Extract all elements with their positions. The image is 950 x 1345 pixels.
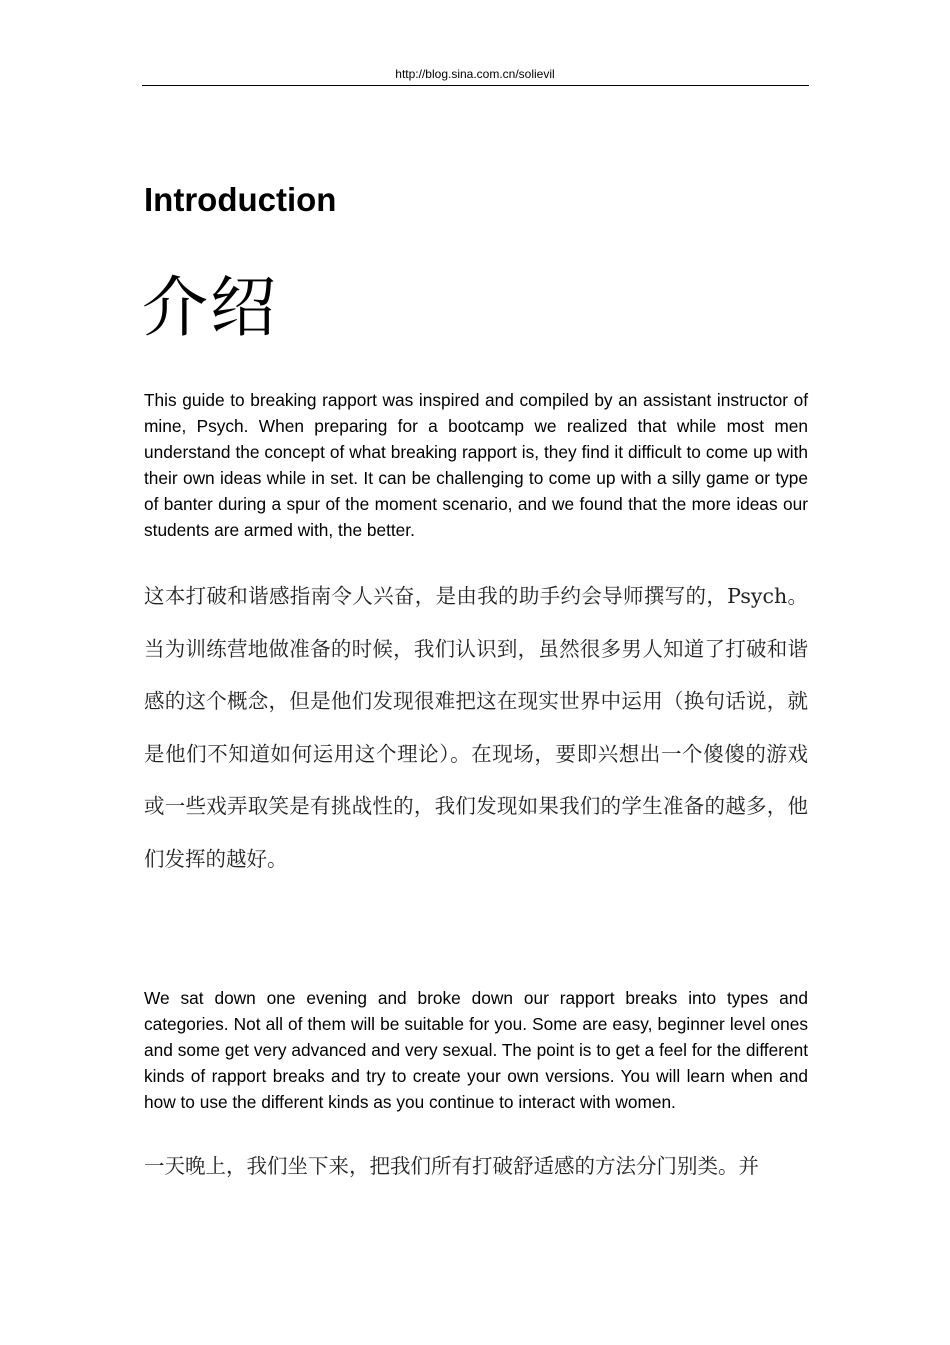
paragraph-chinese-2: 一天晚上，我们坐下来，把我们所有打破舒适感的方法分门别类。并 — [144, 1154, 759, 1178]
header-url: http://blog.sina.com.cn/solievil — [395, 67, 555, 81]
paragraph-english-1: This guide to breaking rapport was inspired and compiled by an assistant instructor of mine, Psych. When preparing for a bootcamp we realized that while most men understand the concept of what breaking rapport is, they find it difficult to come up with their own ideas while in set. It can be challenging to come up with a silly game or type of banter during a spur of the moment scenario, and we found that the more ideas our students are armed with, the better. — [144, 390, 808, 541]
section-title-chinese: 介绍 — [142, 269, 278, 346]
section-title-english: Introduction — [144, 181, 337, 218]
header-divider — [142, 85, 809, 86]
paragraph-english-2: We sat down one evening and broke down our rapport breaks into types and categories. Not all of them will be suitable for you. Some are easy, beginner level ones and some get very advanced and very sexual. The point is to get a feel for the different kinds of rapport breaks and try to create your own versions. You will learn when and how to use the different kinds as you continue to interact with women. — [144, 988, 808, 1113]
paragraph-chinese-1: 这本打破和谐感指南令人兴奋，是由我的助手约会导师撰写的，Psych。 当为训练营地做准备的时候，我们认识到，虽然很多男人知道了打破和谐感的这个概念，但是他们发现很难把这在现实世界中运用（换句话说，就是他们不知道如何运用这个理论）。在现场，要即兴想出一个傻傻的游戏或一些戏弄取笑是有挑战性的，我们发现如果我们的学生准备的越多，他们发挥的越好。 — [144, 584, 808, 871]
